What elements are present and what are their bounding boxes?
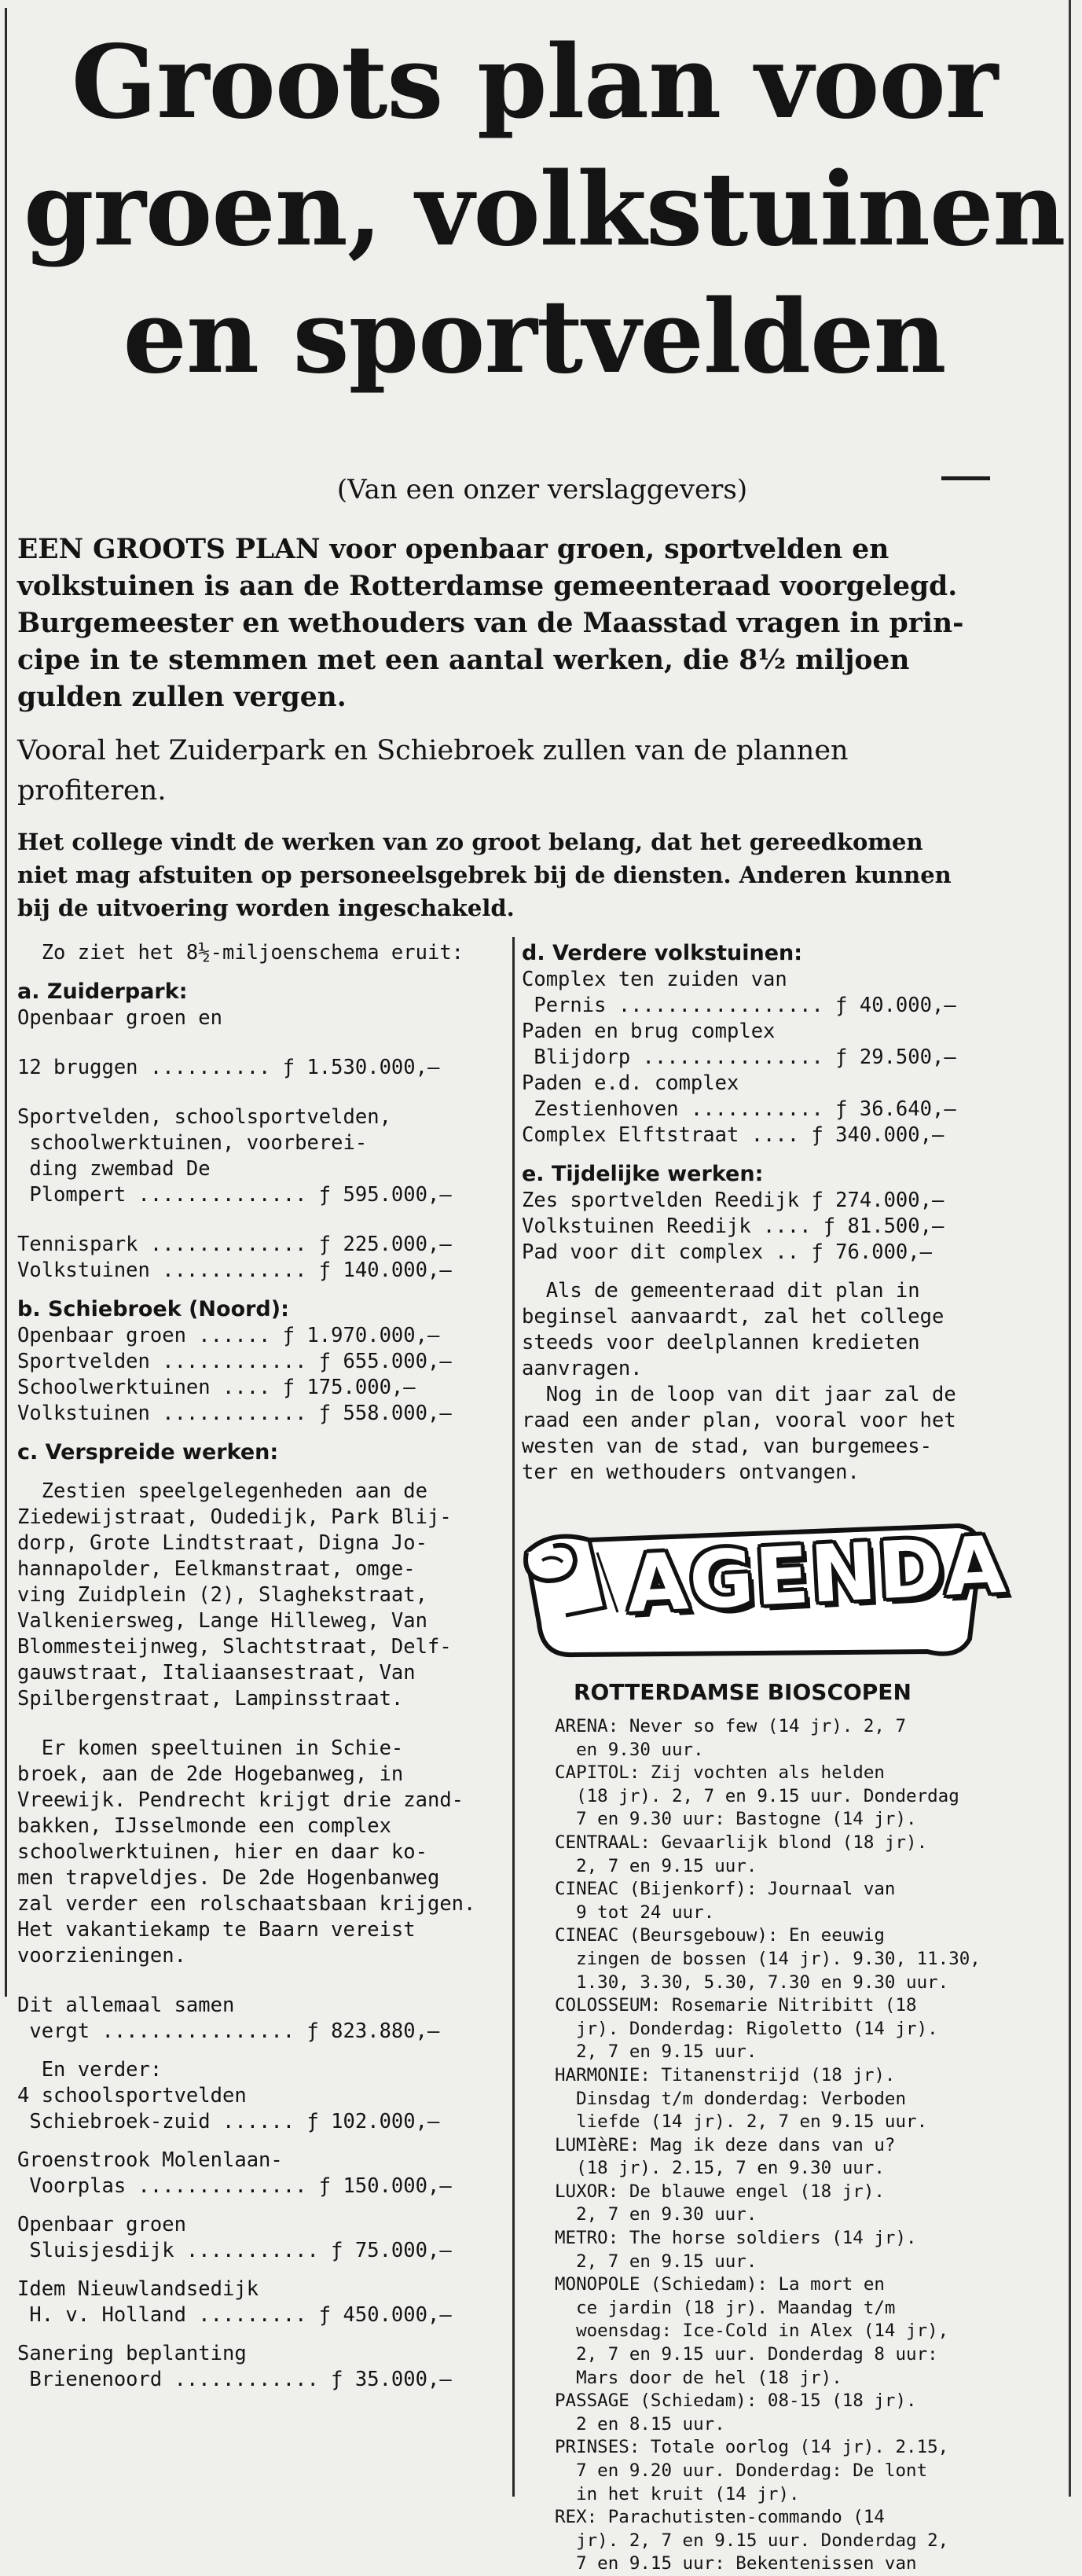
- cinema-line: 2, 7 en 9.15 uur. Donderdag 8 uur:: [555, 2344, 938, 2365]
- column-rule-right: [1069, 0, 1071, 2497]
- text-line: Pad voor dit complex .. ƒ 76.000,—: [522, 1240, 932, 1264]
- text-line: steeds voor deelplannen kredieten: [522, 1331, 920, 1354]
- text-line: westen van de stad, van burgemees-: [522, 1435, 932, 1458]
- text-line: Paden e.d. complex: [522, 1071, 739, 1095]
- spacer: [17, 1081, 497, 1104]
- text-line: Zes sportvelden Reedijk ƒ 274.000,—: [522, 1189, 944, 1212]
- cinema-line: ARENA: Never so few (14 jr). 2, 7: [555, 1716, 907, 1736]
- spacer: [17, 2045, 497, 2057]
- byline-dash: [941, 476, 990, 480]
- text-line: Pernis ................. ƒ 40.000,—: [522, 994, 956, 1017]
- section-heading: d. Verdere volkstuinen:: [522, 941, 803, 965]
- text-line: beginsel aanvaardt, zal het college: [522, 1305, 944, 1328]
- cinema-listing: [555, 1715, 995, 2576]
- cinema-line: METRO: The horse soldiers (14 jr).: [555, 2228, 917, 2249]
- text-line: Vreewijk. Pendrecht krijgt drie zand-: [17, 1788, 464, 1812]
- text-line: Blijdorp ............... ƒ 29.500,—: [522, 1045, 956, 1069]
- spacer: [17, 2264, 497, 2277]
- cinema-line: CENTRAAL: Gevaarlijk blond (18 jr).: [555, 1832, 928, 1853]
- text-line: bakken, IJsselmonde een complex: [17, 1814, 391, 1838]
- spacer: [17, 1427, 497, 1439]
- intro-paragraph: [17, 731, 992, 811]
- cinema-line: ce jardin (18 jr). Maandag t/m: [555, 2297, 896, 2318]
- text-line: Blommesteijnweg, Slachtstraat, Delf-: [17, 1635, 452, 1659]
- text-line: Ziedewijstraat, Oudedijk, Park Blij-: [17, 1505, 452, 1529]
- cinema-line: Dinsdag t/m donderdag: Verboden: [555, 2088, 907, 2109]
- cinema-line: zingen de bossen (14 jr). 9.30, 11.30,: [555, 1948, 981, 1969]
- text-line: men trapveldjes. De 2de Hogenbanweg: [17, 1866, 440, 1890]
- budget-column-left: [17, 940, 497, 2393]
- text-line: dorp, Grote Lindtstraat, Digna Jo-: [17, 1531, 427, 1555]
- text-line: Sportvelden ............ ƒ 655.000,—: [17, 1350, 452, 1373]
- text-line: Valkeniersweg, Lange Hilleweg, Van: [17, 1609, 427, 1633]
- cinema-line: (18 jr). 2.15, 7 en 9.30 uur.: [555, 2158, 885, 2179]
- text-line: Schoolwerktuinen .... ƒ 175.000,—: [17, 1376, 416, 1399]
- text-line: 4 schoolsportvelden: [17, 2084, 247, 2107]
- cinema-line: LUXOR: De blauwe engel (18 jr).: [555, 2181, 885, 2202]
- text-line: ving Zuidplein (2), Slaghekstraat,: [17, 1583, 427, 1607]
- section-heading: a. Zuiderpark:: [17, 979, 188, 1004]
- text-line: Complex Elftstraat .... ƒ 340.000,—: [522, 1123, 944, 1147]
- text-line: Nog in de loop van dit jaar zal de: [522, 1383, 956, 1406]
- text-line: aanvragen.: [522, 1357, 643, 1380]
- text-line: Als de gemeenteraad dit plan in: [522, 1279, 920, 1303]
- headline-line-2: groen, volkstuinen: [24, 151, 1065, 269]
- cinema-line: MONOPOLE (Schiedam): La mort en: [555, 2274, 885, 2295]
- cinema-line: REX: Parachutisten-commando (14: [555, 2507, 885, 2528]
- section-heading: c. Verspreide werken:: [17, 1440, 279, 1464]
- text-line: Sanering beplanting: [17, 2342, 247, 2365]
- text-line: Volkstuinen Reedijk .... ƒ 81.500,—: [522, 1215, 944, 1238]
- text-line: vergt ................ ƒ 823.880,—: [17, 2019, 440, 2043]
- text-line: 12 bruggen .......... ƒ 1.530.000,—: [17, 1056, 440, 1079]
- text-line: ding zwembad De: [17, 1157, 211, 1181]
- text-line: zal verder een rolschaatsbaan krijgen.: [17, 1892, 476, 1916]
- text-line: gauwstraat, Italiaansestraat, Van: [17, 1661, 416, 1685]
- cinema-line: CINEAC (Beursgebouw): En eeuwig: [555, 1925, 885, 1946]
- cinema-line: HARMONIE: Titanenstrijd (18 jr).: [555, 2064, 896, 2085]
- lead-line: EEN GROOTS PLAN voor openbaar groen, sportvelden en: [17, 534, 889, 565]
- college-paragraph: [17, 825, 992, 924]
- agenda-title: AGENDA: [624, 1518, 1010, 1630]
- cinema-line: CAPITOL: Zij vochten als helden: [555, 1762, 885, 1784]
- text-line: hannapolder, Eelkmanstraat, omge-: [17, 1557, 416, 1581]
- cinema-line: 2 en 8.15 uur.: [555, 2413, 725, 2435]
- text-line: Zestien speelgelegenheden aan de: [17, 1479, 427, 1503]
- spacer: [522, 1148, 993, 1161]
- section-heading: b. Schiebroek (Noord):: [17, 1297, 289, 1321]
- spacer: [17, 2199, 497, 2212]
- text-line: Brienenoord ............ ƒ 35.000,—: [17, 2368, 452, 2391]
- cinema-line: in het kruit (14 jr).: [555, 2483, 800, 2504]
- text-line: raad een ander plan, vooral voor het: [522, 1409, 956, 1432]
- text-line: Openbaar groen ...... ƒ 1.970.000,—: [17, 1324, 440, 1347]
- cinema-line: PRINSES: Totale oorlog (14 jr). 2.15,: [555, 2437, 949, 2458]
- college-line: Het college vindt de werken van zo groot belang, dat het gereedkomen: [17, 829, 923, 855]
- text-line: Dit allemaal samen: [17, 1994, 235, 2017]
- cinema-line: LUMIèRE: Mag ik deze dans van u?: [555, 2134, 896, 2155]
- text-line: Sportvelden, schoolsportvelden,: [17, 1105, 391, 1129]
- cinema-line: 9 tot 24 uur.: [555, 1902, 715, 1923]
- text-line: Er komen speeltuinen in Schie-: [17, 1736, 404, 1760]
- text-line: Paden en brug complex: [522, 1020, 776, 1043]
- headline: [24, 19, 1065, 401]
- cinema-line: liefde (14 jr). 2, 7 en 9.15 uur.: [555, 2111, 928, 2133]
- lead-line: cipe in te stemmen met een aantal werken, die 8½ miljoen: [17, 645, 910, 676]
- section-heading: e. Tijdelijke werken:: [522, 1162, 764, 1186]
- text-line: Tennispark ............. ƒ 225.000,—: [17, 1233, 452, 1256]
- spacer: [17, 1031, 497, 1055]
- intro-line: Vooral het Zuiderpark en Schiebroek zullen van de plannen: [17, 735, 849, 766]
- headline-line-3: en sportvelden: [123, 278, 946, 396]
- cinema-line: 7 en 9.20 uur. Donderdag: De lont: [555, 2460, 928, 2481]
- cinema-line: 2, 7 en 9.30 uur.: [555, 2204, 757, 2225]
- text-line: Zo ziet het 8½-miljoenschema eruit:: [17, 941, 464, 965]
- text-line: Volkstuinen ............ ƒ 558.000,—: [17, 1402, 452, 1425]
- text-line: Spilbergenstraat, Lampinsstraat.: [17, 1687, 404, 1711]
- spacer: [17, 1712, 497, 1736]
- spacer: [17, 966, 497, 979]
- cinema-line: woensdag: Ice-Cold in Alex (14 jr),: [555, 2321, 949, 2342]
- text-line: ter en wethouders ontvangen.: [522, 1461, 860, 1484]
- cinema-line: 2, 7 en 9.15 uur.: [555, 2041, 757, 2063]
- cinema-line: Mars door de hel (18 jr).: [555, 2367, 842, 2388]
- cinema-line: jr). 2, 7 en 9.15 uur. Donderdag 2,: [555, 2530, 949, 2551]
- spacer: [17, 2135, 497, 2148]
- cinema-line: en 9.30 uur.: [555, 1739, 704, 1760]
- column-divider: [512, 937, 515, 2497]
- cinema-line: CINEAC (Bijenkorf): Journaal van: [555, 1879, 896, 1900]
- lead-paragraph: [17, 531, 992, 716]
- lead-line: Burgemeester en wethouders van de Maasstad vragen in prin-: [17, 608, 964, 639]
- column-rule-left: [5, 8, 7, 1997]
- cinema-line: PASSAGE (Schiedam): 08-15 (18 jr).: [555, 2390, 917, 2412]
- cinema-line: 2, 7 en 9.15 uur.: [555, 1855, 757, 1876]
- text-line: Groenstrook Molenlaan-: [17, 2148, 283, 2172]
- text-line: Idem Nieuwlandsedijk: [17, 2277, 259, 2301]
- text-line: Schiebroek-zuid ...... ƒ 102.000,—: [17, 2110, 440, 2133]
- text-line: broek, aan de 2de Hogebanweg, in: [17, 1762, 404, 1786]
- lead-line: volkstuinen is aan de Rotterdamse gemeenteraad voorgelegd.: [17, 571, 958, 602]
- agenda-banner: [519, 1505, 1010, 1663]
- text-line: Zestienhoven ........... ƒ 36.640,—: [522, 1097, 956, 1121]
- cinema-line: 2, 7 en 9.15 uur.: [555, 2251, 757, 2272]
- text-line: Complex ten zuiden van: [522, 968, 787, 991]
- spacer: [17, 2328, 497, 2341]
- cinema-line: 7 en 9.15 uur: Bekentenissen van: [555, 2553, 917, 2574]
- spacer: [17, 1466, 497, 1479]
- text-line: voorzieningen.: [17, 1944, 186, 1968]
- cinema-line: (18 jr). 2, 7 en 9.15 uur. Donderdag: [555, 1785, 959, 1806]
- cinema-heading: ROTTERDAMSE BIOSCOPEN: [574, 1679, 911, 1705]
- cinema-line: 1.30, 3.30, 5.30, 7.30 en 9.30 uur.: [555, 1972, 949, 1993]
- intro-line: profiteren.: [17, 775, 167, 807]
- text-line: Het vakantiekamp te Baarn vereist: [17, 1918, 416, 1942]
- text-line: Sluisjesdijk ........... ƒ 75.000,—: [17, 2239, 452, 2262]
- text-line: Openbaar groen: [17, 2213, 186, 2236]
- text-line: schoolwerktuinen, hier en daar ko-: [17, 1840, 427, 1864]
- text-line: Openbaar groen en: [17, 1006, 222, 1030]
- spacer: [522, 1266, 993, 1278]
- cinema-line: COLOSSEUM: Rosemarie Nitribitt (18: [555, 1995, 917, 2016]
- text-line: schoolwerktuinen, voorberei-: [17, 1131, 368, 1155]
- college-line: niet mag afstuiten op personeelsgebrek bij de diensten. Anderen kunnen: [17, 862, 952, 888]
- headline-line-1: Groots plan voor: [71, 24, 998, 141]
- byline: (Van een onzer verslaggevers): [336, 474, 748, 505]
- cinema-line: 7 en 9.30 uur: Bastogne (14 jr).: [555, 1809, 917, 1830]
- text-line: En verder:: [17, 2058, 163, 2082]
- cinema-line: jr). Donderdag: Rigoletto (14 jr).: [555, 2018, 938, 2039]
- spacer: [17, 1208, 497, 1232]
- text-line: Plompert .............. ƒ 595.000,—: [17, 1183, 452, 1207]
- text-line: Voorplas .............. ƒ 150.000,—: [17, 2174, 452, 2198]
- spacer: [17, 1284, 497, 1296]
- text-line: Volkstuinen ............ ƒ 140.000,—: [17, 1259, 452, 1282]
- lead-line: gulden zullen vergen.: [17, 682, 347, 713]
- spacer: [17, 1969, 497, 1993]
- college-line: bij de uitvoering worden ingeschakeld.: [17, 895, 515, 921]
- text-line: H. v. Holland ......... ƒ 450.000,—: [17, 2303, 452, 2327]
- budget-column-right: [522, 940, 993, 1486]
